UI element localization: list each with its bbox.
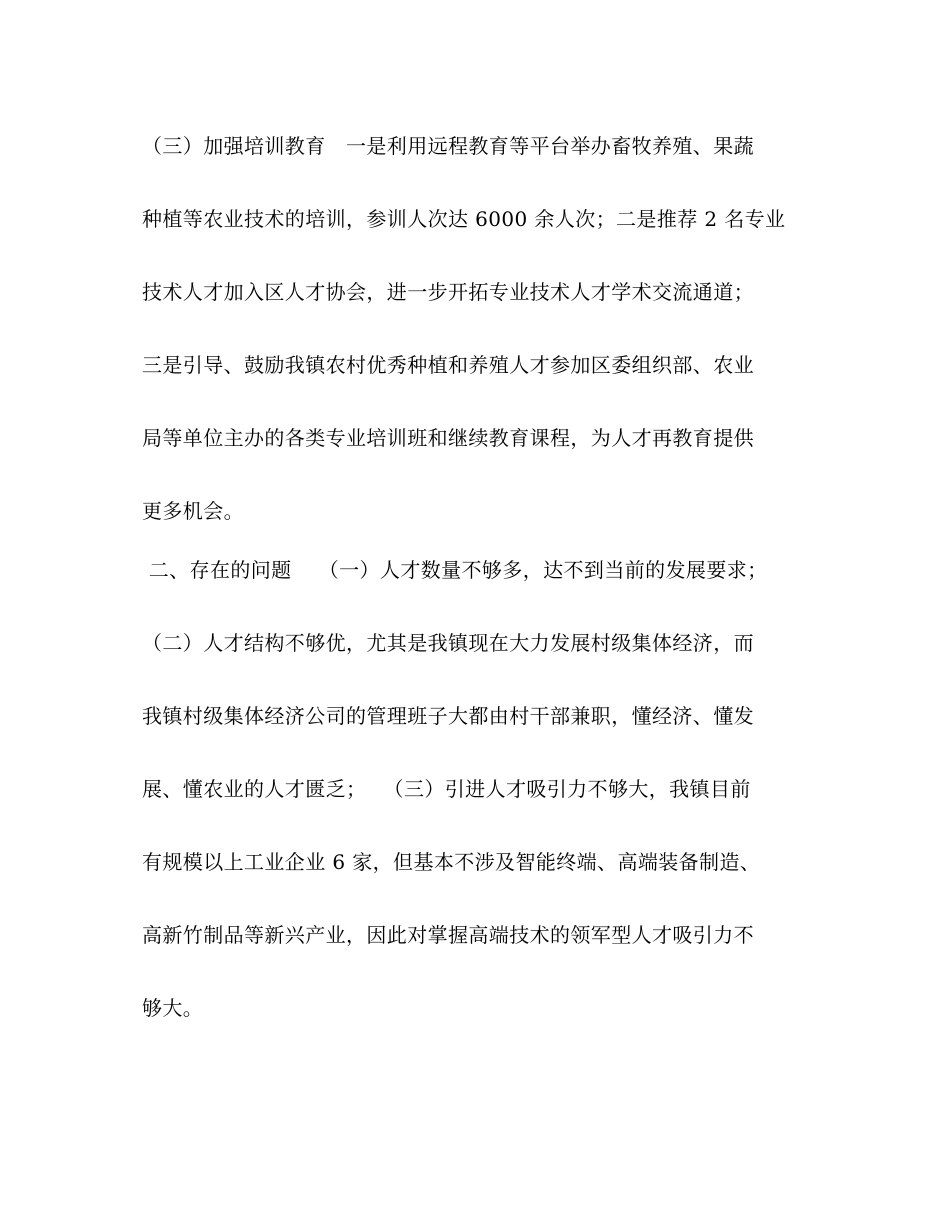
- text-line: 够大。: [142, 996, 204, 1020]
- text-line: 我镇村级集体经济公司的管理班子大都由村干部兼职，懂经济、懂发: [142, 704, 754, 728]
- section-heading-line: 二、存在的问题 （一）人才数量不够多，达不到当前的发展要求；: [142, 558, 768, 582]
- text-line: 展、懂农业的人才匮乏； （三）引进人才吸引力不够大，我镇目前: [142, 777, 751, 801]
- text-line: 局等单位主办的各类专业培训班和继续教育课程，为人才再教育提供: [142, 426, 754, 450]
- text-line: 技术人才加入区人才协会，进一步开拓专业技术人才学术交流通道；: [142, 280, 754, 304]
- text-line: 有规模以上工业企业 6 家，但基本不涉及智能终端、高端装备制造、: [142, 850, 761, 874]
- text-line: （三）加强培训教育 一是利用远程教育等平台举办畜牧养殖、果蔬: [142, 134, 754, 158]
- text-line: （二）人才结构不够优，尤其是我镇现在大力发展村级集体经济，而: [142, 631, 754, 655]
- text-line: 种植等农业技术的培训，参训人次达 6000 余人次；二是推荐 2 名专业: [142, 207, 786, 231]
- text-line: 高新竹制品等新兴产业，因此对掌握高端技术的领军型人才吸引力不: [142, 923, 754, 947]
- text-line: 三是引导、鼓励我镇农村优秀种植和养殖人才参加区委组织部、农业: [142, 353, 754, 377]
- text-line: 更多机会。: [142, 499, 244, 523]
